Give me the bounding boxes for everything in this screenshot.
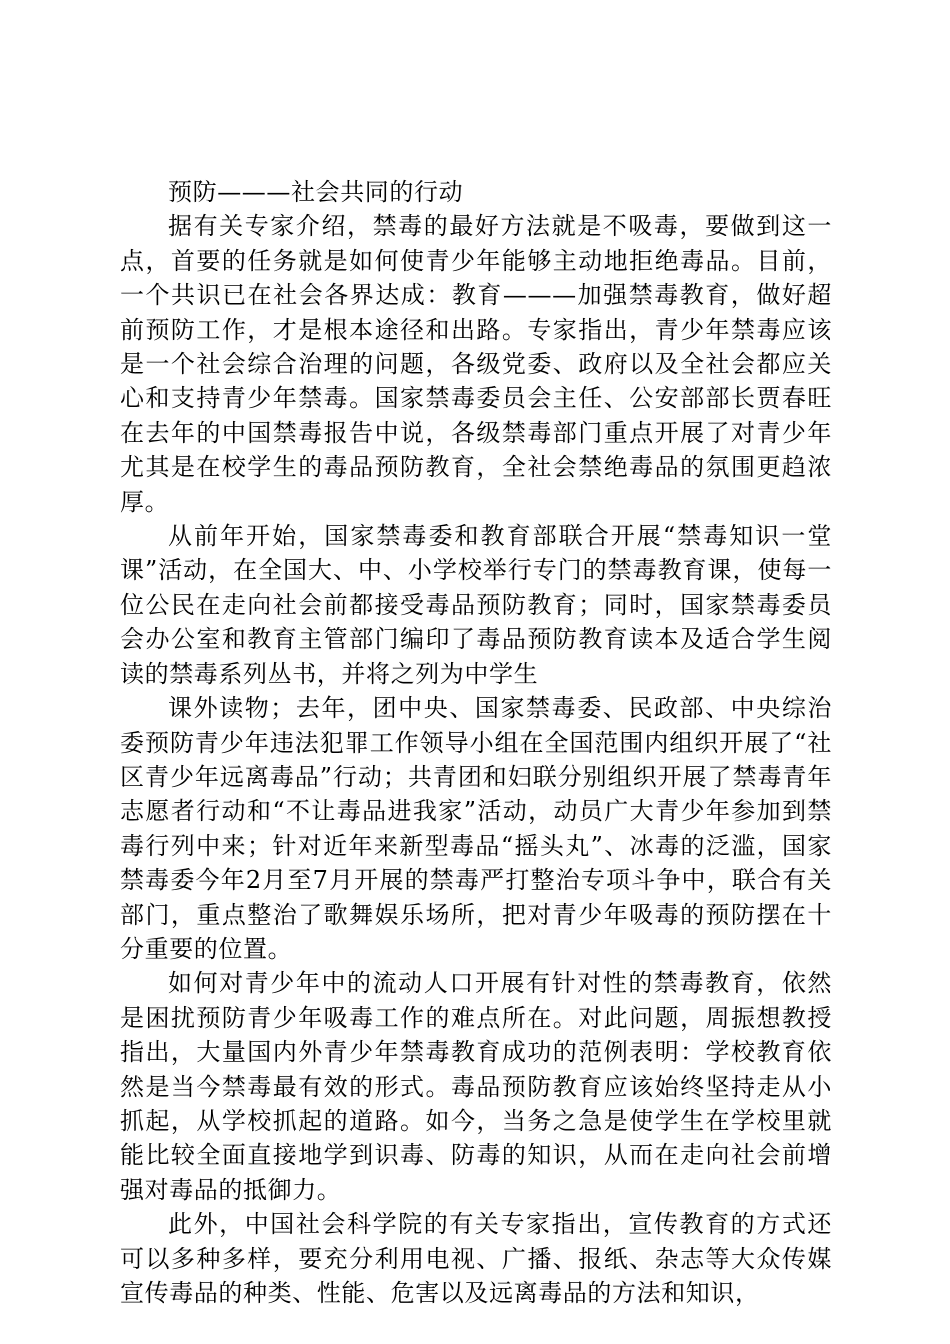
section-heading: 预防———社会共同的行动 [168,178,464,206]
paragraph-1: 据有关专家介绍，禁毒的最好方法就是不吸毒，要做到这一点，首要的任务就是如何使青少年能够主动地拒绝毒品。目前，一个共识已在社会各界达成：教育———加强禁毒教育，做好超前预防工作，才是根本途径和出路。专家指出，青少年禁毒应该是一个社会综合治理的问题，各级党委、政府以及全社会都应关心和支持青少年禁毒。国家禁毒委员会主任、公安部部长贾春旺在去年的中国禁毒报告中说，各级禁毒部门重点开展了对青少年尤其是在校学生的毒品预防教育，全社会禁绝毒品的氛围更趋浓厚。 [120,212,832,516]
paragraph-4: 如何对青少年中的流动人口开展有针对性的禁毒教育，依然是困扰预防青少年吸毒工作的难点所在。对此问题，周振想教授指出，大量国内外青少年禁毒教育成功的范例表明：学校教育依然是当今禁毒最有效的形式。毒品预防教育应该始终坚持走从小抓起，从学校抓起的道路。如今，当务之急是使学生在学校里就能比较全面直接地学到识毒、防毒的知识，从而在走向社会前增强对毒品的抵御力。 [120,969,832,1204]
document-body [120,175,832,1310]
paragraph-3: 课外读物；去年，团中央、国家禁毒委、民政部、中央综治委预防青少年违法犯罪工作领导小组在全国范围内组织开展了“社区青少年远离毒品”行动；共青团和妇联分别组织开展了禁毒青年志愿者行动和“不让毒品进我家”活动，动员广大青少年参加到禁毒行列中来；针对近年来新型毒品“摇头丸”、冰毒的泛滥，国家禁毒委今年2月至7月开展的禁毒严打整治专项斗争中，联合有关部门，重点整治了歌舞娱乐场所，把对青少年吸毒的预防摆在十分重要的位置。 [120,694,832,963]
paragraph-2: 从前年开始，国家禁毒委和教育部联合开展“禁毒知识一堂课”活动，在全国大、中、小学校举行专门的禁毒教育课，使每一位公民在走向社会前都接受毒品预防教育；同时，国家禁毒委员会办公室和教育主管部门编印了毒品预防教育读本及适合学生阅读的禁毒系列丛书，并将之列为中学生 [120,522,832,688]
paragraph-5: 此外，中国社会科学院的有关专家指出，宣传教育的方式还可以多种多样，要充分利用电视、广播、报纸、杂志等大众传媒宣传毒品的种类、性能、危害以及远离毒品的方法和知识， [120,1210,832,1307]
